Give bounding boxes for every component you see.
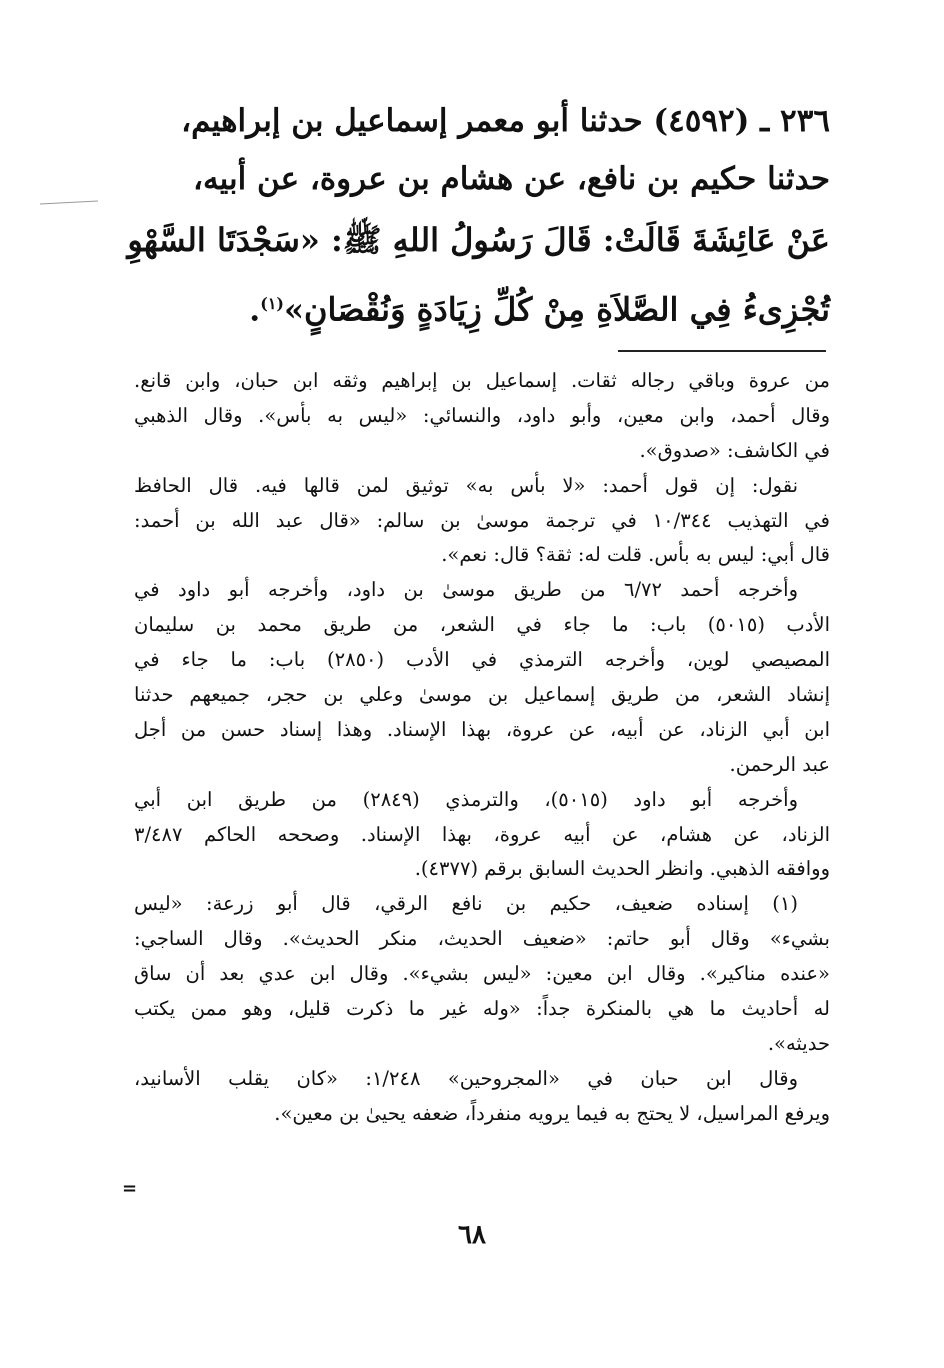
continuation-mark: = — [122, 1178, 138, 1199]
footnote-line: عبد الرحمن. — [729, 752, 830, 776]
footnote-line: الزناد، عن هشام، عن أبيه عروة، بهذا الإسناد. وصححه الحاكم ٣/٤٨٧ — [134, 822, 830, 846]
footnote-line: الأدب (٥٠١٥) باب: ما جاء في الشعر، من طريق محمد بن سليمان — [134, 613, 831, 637]
hadith-text-line — [130, 272, 830, 336]
footnote-line: وقال ابن حبان في «المجروحين» ١/٢٤٨: «كان يقلب الأسانيد، — [134, 1066, 799, 1090]
footnote-separator — [618, 350, 826, 352]
footnote-line: من عروة وباقي رجاله ثقات. إسماعيل بن إبراهيم وثقه ابن حبان، وابن قانع. — [134, 369, 830, 392]
footnote-line: في التهذيب ١٠/٣٤٤ في ترجمة موسىٰ بن سالم: «قال عبد الله بن أحمد: — [134, 508, 830, 532]
footnote-line: بشيء» وقال أبو حاتم: «ضعيف الحديث، منكر الحديث». وقال الساجي: — [134, 927, 830, 951]
footnote-line: قال أبي: ليس به بأس. قلت له: ثقة؟ قال: نعم». — [441, 543, 830, 567]
hadith-text-line: عَنْ عَائِشَةَ قَالَتْ: قَالَ رَسُولُ اللهِ ﷺ: «سَجْدَتَا السَّهْوِ — [127, 221, 830, 259]
footnote-line: ووافقه الذهبي. وانظر الحديث السابق برقم (٤٣٧٧). — [414, 857, 830, 881]
isnad-line: حدثنا حكيم بن نافع، عن هشام بن عروة، عن أبيه، — [193, 161, 830, 197]
footnote-line: وقال أحمد، وابن معين، وأبو داود، والنسائي: «ليس به بأس». وقال الذهبي — [134, 403, 830, 427]
footnote-line: حديثه». — [767, 1031, 830, 1055]
footnote-line: في الكاشف: «صدوق». — [639, 438, 830, 462]
footnote-line: ابن أبي الزناد، عن أبيه، عن عروة، بهذا الإسناد. وهذا إسناد حسن من أجل — [134, 717, 830, 741]
footnote-line: نقول: إن قول أحمد: «لا بأس به» توثيق لمن قالها فيه. قال الحافظ — [134, 473, 798, 497]
footnote-line: المصيصي لوين، وأخرجه الترمذي في الأدب (٢٨٥٠) باب: ما جاء في — [134, 648, 830, 672]
page-number: ٦٨ — [458, 1220, 486, 1250]
hadith-end: . — [249, 290, 261, 329]
footnotes — [134, 364, 830, 1132]
hadith-block — [127, 92, 830, 336]
footnote-line: (١) إسناده ضعيف، حكيم بن نافع الرقي، قال أبو زرعة: «ليس — [134, 892, 798, 916]
footnote-line: وأخرجه أبو داود (٥٠١٥)، والترمذي (٢٨٤٩) من طريق ابن أبي — [134, 787, 798, 811]
footnote-line: وأخرجه أحمد ٦/٧٢ من طريق موسىٰ بن داود، وأخرجه أبو داود في — [134, 578, 798, 602]
footnote-line: «عنده مناكير». وقال ابن معين: «ليس بشيء». وقال ابن عدي بعد أن ساق — [134, 962, 830, 986]
hadith-text: تُجْزِىءُ فِي الصَّلاَةِ مِنْ كُلِّ زِيَادَةٍ وَنُقْصَانٍ» — [283, 290, 830, 329]
footnote-ref: (١) — [260, 294, 284, 313]
footnote-line: إنشاد الشعر، من طريق إسماعيل بن موسىٰ وعلي بن حجر، جميعهم حدثنا — [134, 683, 830, 707]
footnote-line: ويرفع المراسيل، لا يحتج به فيما يرويه منفرداً، ضعفه يحيىٰ بن معين». — [274, 1101, 830, 1125]
isnad-line: ٢٣٦ ـ (٤٥٩٢) حدثنا أبو معمر إسماعيل بن إبراهيم، — [181, 103, 830, 139]
margin-mark — [40, 200, 98, 204]
footnote-line: له أحاديث ما هي بالمنكرة جداً: «وله غير ما ذكرت قليل، وهو ممن يكتب — [134, 997, 830, 1021]
